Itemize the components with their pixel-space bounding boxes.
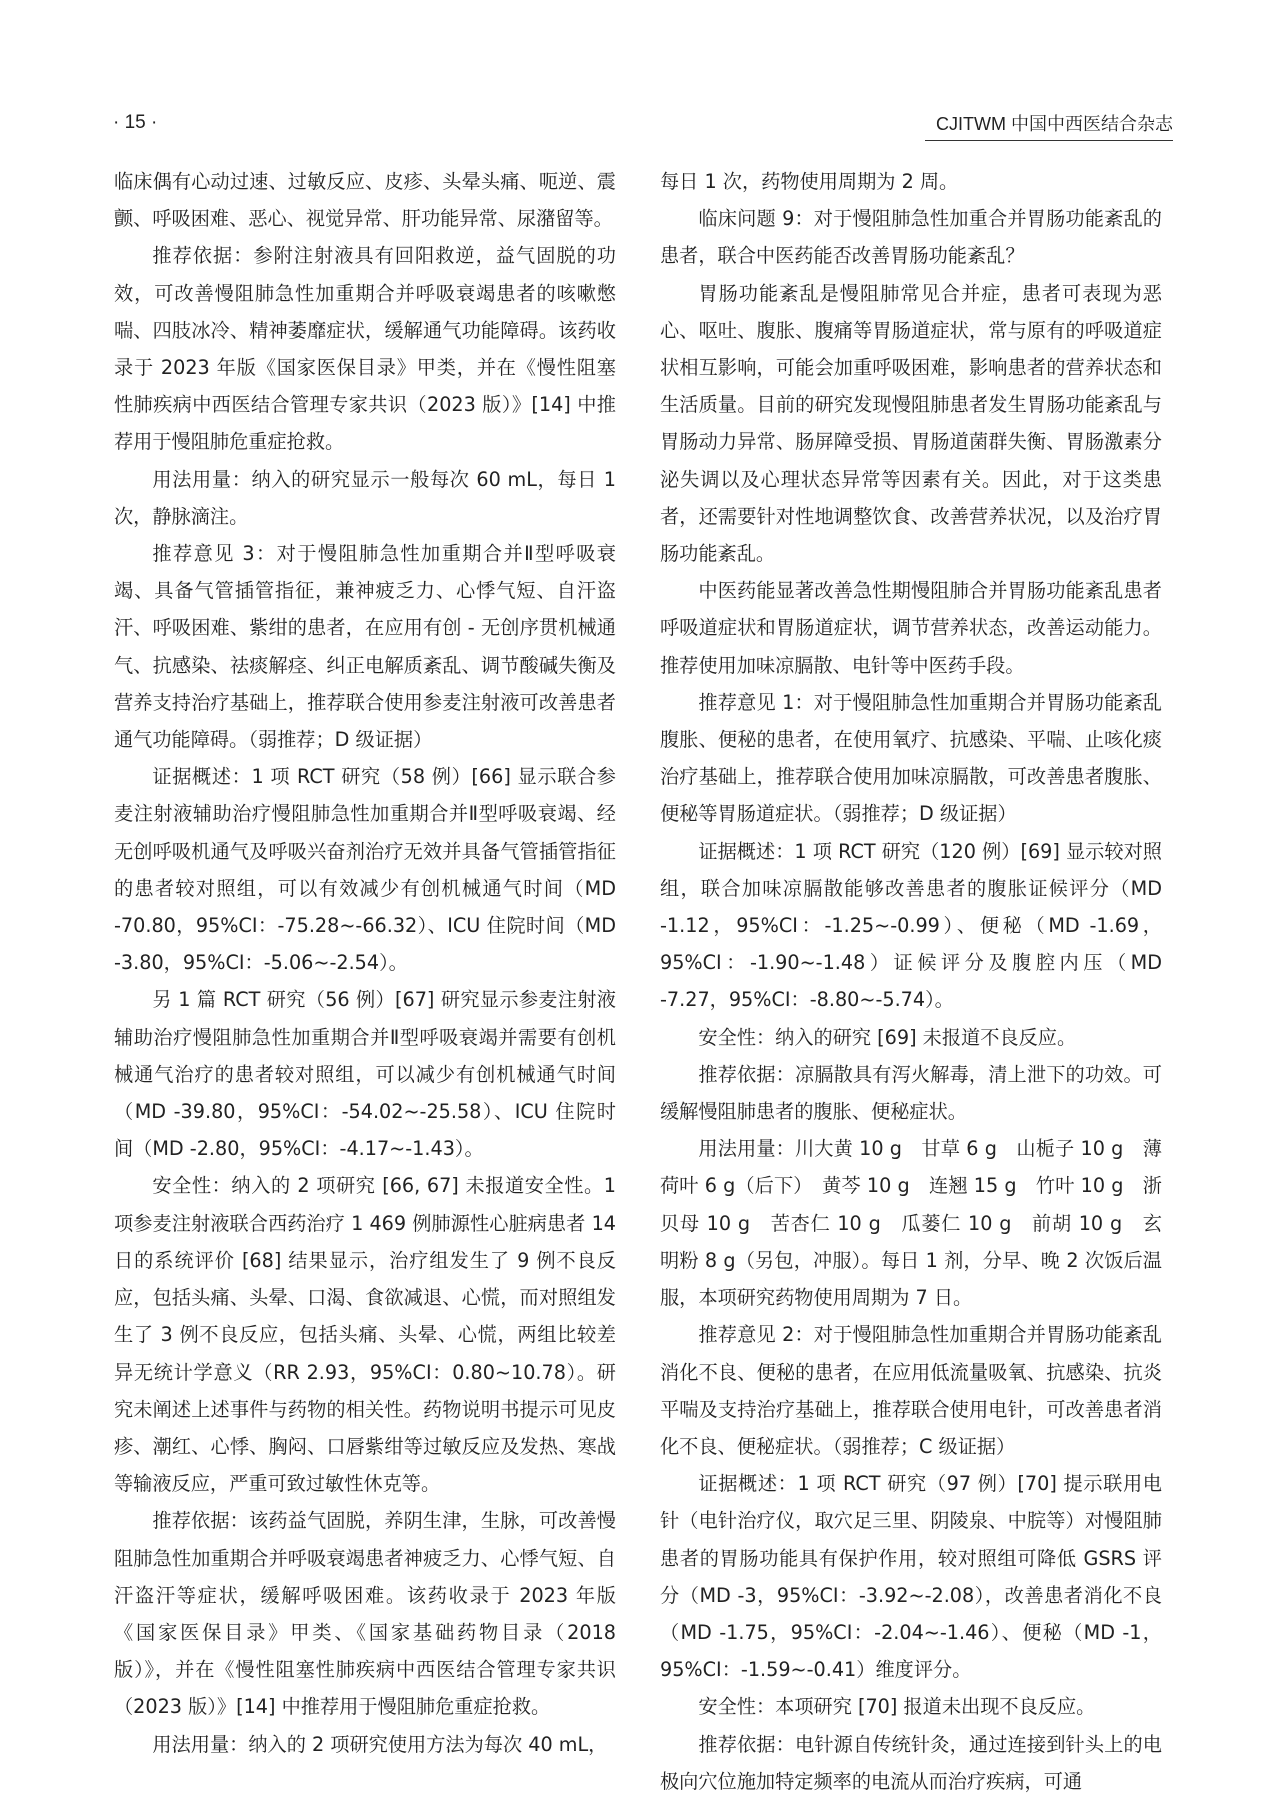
paragraph: 推荐依据：电针源自传统针灸，通过连接到针头上的电极向穴位施加特定频率的电流从而治疗疾病，可通 bbox=[660, 1732, 1162, 1793]
paragraph: 每日 1 次，药物使用周期为 2 周。 bbox=[660, 170, 959, 193]
paragraph: 胃肠功能紊乱是慢阻肺常见合并症，患者可表现为恶心、呕吐、腹胀、腹痛等胃肠道症状，常与原有的呼吸道症状相互影响，可能会加重呼吸困难，影响患者的营养状态和生活质量。目前的研究发现慢阻肺患者发生胃肠功能紊乱与胃肠动力异常、肠屏障受损、胃肠道菌群失衡、胃肠激素分泌失调以及心理状态异常等因素有关。因此，对于这类患者，还需要针对性地调整饮食、改善营养状况，以及治疗胃肠功能紊乱。 bbox=[660, 281, 1162, 566]
page-header bbox=[0, 0, 1276, 150]
paragraph: 另 1 篇 RCT 研究（56 例）[67] 研究显示参麦注射液辅助治疗慢阻肺急性加重期合并Ⅱ型呼吸衰竭并需要有创机械通气治疗的患者较对照组，可以减少有创机械通气时间（MD -39.80，95%CI：-54.02~-25.58）、ICU 住院时间（MD -2.80，95%CI：-4.17~-1.43）。 bbox=[114, 988, 616, 1161]
paragraph: 临床偶有心动过速、过敏反应、皮疹、头晕头痛、呃逆、震颤、呼吸困难、恶心、视觉异常、肝功能异常、尿潴留等。 bbox=[114, 170, 616, 231]
paragraph: 推荐意见 3：对于慢阻肺急性加重期合并Ⅱ型呼吸衰竭、具备气管插管指征，兼神疲乏力、心悸气短、自汗盗汗、呼吸困难、紫绀的患者，在应用有创 - 无创序贯机械通气、抗感染、祛痰解痉、纠正电解质紊乱、调节酸碱失衡及营养支持治疗基础上，推荐联合使用参麦注射液可改善患者通气功能障碍。（弱推荐；D 级证据） bbox=[114, 542, 616, 752]
paragraph: 中医药能显著改善急性期慢阻肺合并胃肠功能紊乱患者呼吸道症状和胃肠道症状，调节营养状态，改善运动能力。推荐使用加味凉膈散、电针等中医药手段。 bbox=[660, 579, 1162, 677]
paragraph: 推荐意见 2：对于慢阻肺急性加重期合并胃肠功能紊乱消化不良、便秘的患者，在应用低流量吸氧、抗感染、抗炎平喘及支持治疗基础上，推荐联合使用电针，可改善患者消化不良、便秘症状。（弱推荐；C 级证据） bbox=[660, 1323, 1162, 1458]
paragraph: 安全性：纳入的 2 项研究 [66, 67] 未报道安全性。1 项参麦注射液联合西药治疗 1 469 例肺源性心脏病患者 14 日的系统评价 [68] 结果显示，治疗组发生了 9 例不良反应，包括头痛、头晕、口渴、食欲减退、心慌，而对照组发生了 3 例不良反应，包括头痛、头晕、心慌，两组比较差异无统计学意义（RR 2.93，95%CI：0.80~10.78）。研究未阐述上述事件与药物的相关性。药物说明书提示可见皮疹、潮红、心悸、胸闷、口唇紫绀等过敏反应及发热、寒战等输液反应，严重可致过敏性休克等。 bbox=[114, 1174, 616, 1496]
paragraph: 用法用量：川大黄 10 g 甘草 6 g 山栀子 10 g 薄荷叶 6 g（后下） 黄芩 10 g 连翘 15 g 竹叶 10 g 浙贝母 10 g 苦杏仁 10 g 瓜蒌仁 10 g 前胡 10 g 玄明粉 8 g（另包，冲服）。每日 1 剂，分早、晚 2 次饭后温服，本项研究药物使用周期为 7 日。 bbox=[660, 1137, 1162, 1310]
right-column bbox=[660, 163, 1162, 1800]
header-rule bbox=[925, 140, 1173, 141]
journal-title: CJITWM 中国中西医结合杂志 bbox=[936, 114, 1173, 134]
paragraph: 证据概述：1 项 RCT 研究（97 例）[70] 提示联用电针（电针治疗仪，取穴足三里、阴陵泉、中脘等）对慢阻肺患者的胃肠功能具有保护作用，较对照组可降低 GSRS 评分（MD -3，95%CI：-3.92~-2.08），改善患者消化不良（MD -1.75，95%CI：-2.04~-1.46）、便秘（MD -1，95%CI：-1.59~-0.41）维度评分。 bbox=[660, 1472, 1162, 1682]
paragraph: 推荐依据：参附注射液具有回阳救逆，益气固脱的功效，可改善慢阻肺急性加重期合并呼吸衰竭患者的咳嗽憋喘、四肢冰冷、精神萎靡症状，缓解通气功能障碍。该药收录于 2023 年版《国家医保目录》甲类，并在《慢性阻塞性肺疾病中西医结合管理专家共识（2023 版）》[14] 中推荐用于慢阻肺危重症抢救。 bbox=[114, 244, 616, 454]
paragraph: 临床问题 9：对于慢阻肺急性加重合并胃肠功能紊乱的患者，联合中医药能否改善胃肠功能紊乱？ bbox=[660, 207, 1162, 268]
paragraph: 安全性：本项研究 [70] 报道未出现不良反应。 bbox=[698, 1695, 1096, 1719]
paragraph: 推荐依据：该药益气固脱，养阴生津，生脉，可改善慢阻肺急性加重期合并呼吸衰竭患者神疲乏力、心悸气短、自汗盗汗等症状，缓解呼吸困难。该药收录于 2023 年版《国家医保目录》甲类、《国家基础药物目录（2018 版）》，并在《慢性阻塞性肺疾病中西医结合管理专家共识（2023 版）》[14] 中推荐用于慢阻肺危重症抢救。 bbox=[114, 1509, 616, 1719]
left-column bbox=[114, 163, 616, 1763]
paragraph: 证据概述：1 项 RCT 研究（58 例）[66] 显示联合参麦注射液辅助治疗慢阻肺急性加重期合并Ⅱ型呼吸衰竭、经无创呼吸机通气及呼吸兴奋剂治疗无效并具备气管插管指征的患者较对照组，可以有效减少有创机械通气时间（MD -70.80，95%CI：-75.28~-66.32）、ICU 住院时间（MD -3.80，95%CI：-5.06~-2.54）。 bbox=[114, 765, 616, 975]
paragraph: 推荐意见 1：对于慢阻肺急性加重期合并胃肠功能紊乱腹胀、便秘的患者，在使用氧疗、抗感染、平喘、止咳化痰治疗基础上，推荐联合使用加味凉膈散，可改善患者腹胀、便秘等胃肠道症状。（弱推荐；D 级证据） bbox=[660, 690, 1162, 826]
paragraph: 推荐依据：凉膈散具有泻火解毒，清上泄下的功效。可缓解慢阻肺患者的腹胀、便秘症状。 bbox=[660, 1062, 1162, 1124]
paragraph: 用法用量：纳入的 2 项研究使用方法为每次 40 mL， bbox=[152, 1732, 608, 1756]
paragraph: 证据概述：1 项 RCT 研究（120 例）[69] 显示较对照组，联合加味凉膈散能够改善患者的腹胀证候评分（MD -1.12，95%CI：-1.25~-0.99）、便秘（MD -1.69，95%CI：-1.90~-1.48）证候评分及腹腔内压（MD -7.27，95%CI：-8.80~-5.74）。 bbox=[660, 839, 1162, 1012]
paragraph: 安全性：纳入的研究 [69] 未报道不良反应。 bbox=[698, 1025, 1077, 1049]
page-number: · 15 · bbox=[113, 112, 158, 133]
paragraph: 用法用量：纳入的研究显示一般每次 60 mL，每日 1 次，静脉滴注。 bbox=[114, 467, 616, 528]
